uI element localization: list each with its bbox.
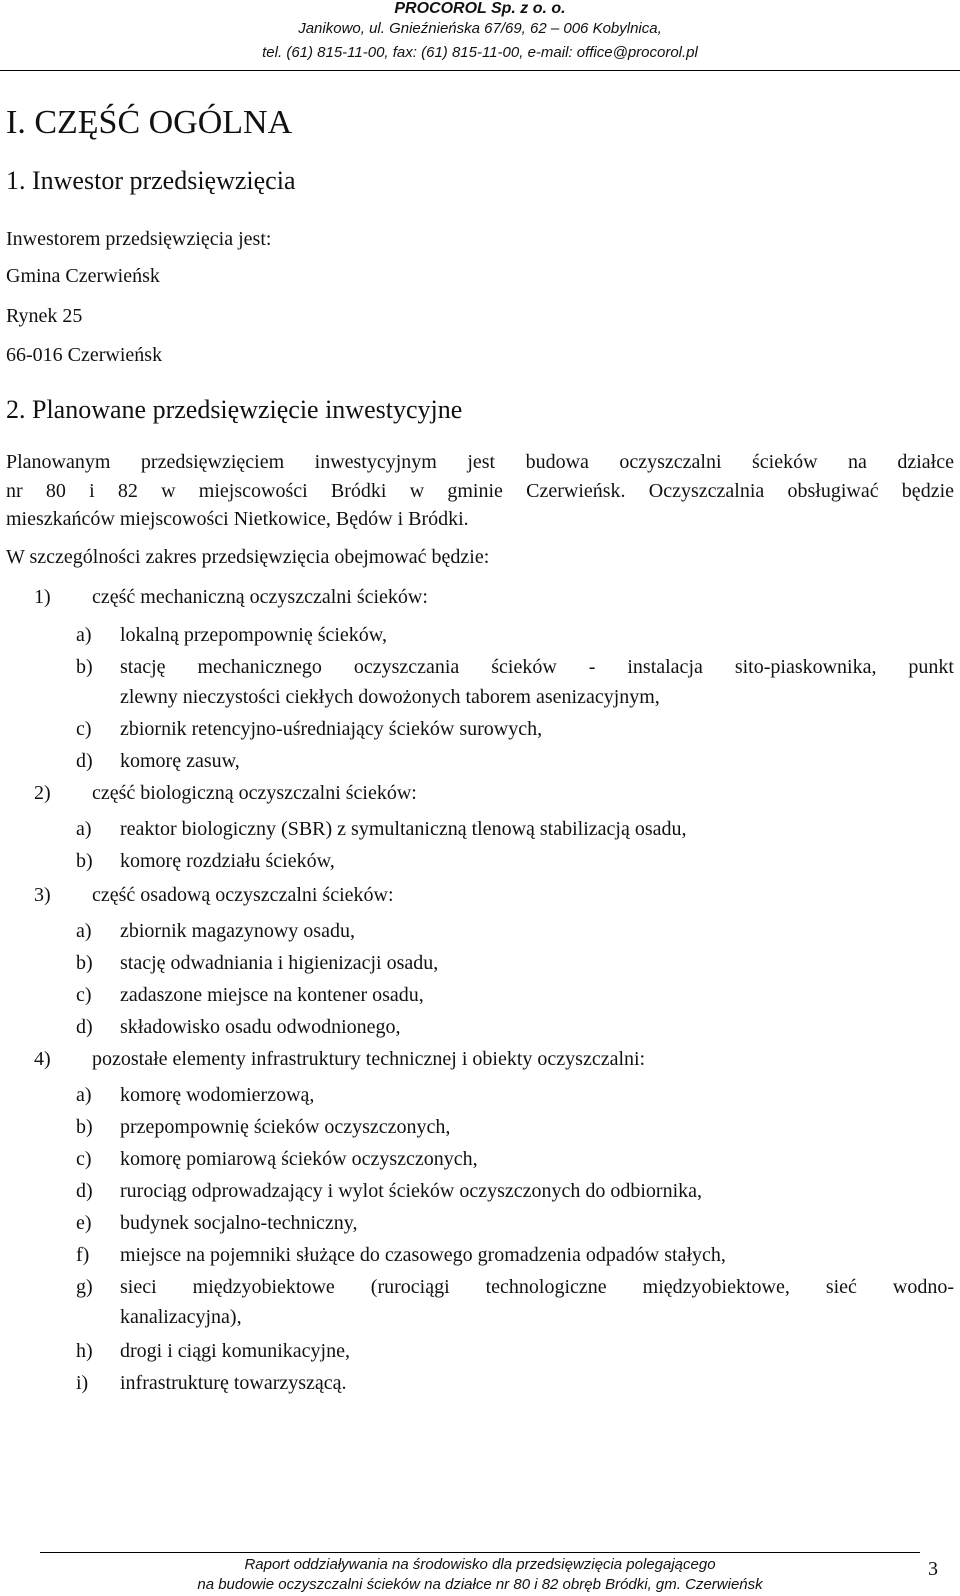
item-text: budynek socjalno-techniczny, [120,1212,358,1234]
group-title: część biologiczną oczyszczalni ścieków: [92,782,417,804]
item-letter: d) [76,1016,93,1038]
footer-line-2: na budowie oczyszczalni ścieków na działce nr 80 i 82 obręb Bródki, gm. Czerwieńsk [197,1576,763,1593]
group-number: 4) [34,1048,51,1070]
item-text: zbiornik retencyjno-uśredniający ścieków surowych, [120,718,543,740]
item-letter: a) [76,1084,92,1106]
section-title: I. CZĘŚĆ OGÓLNA [6,104,293,141]
item-letter: b) [76,1116,93,1138]
item-text: stację mechanicznego oczyszczania ścieków - instalacja sito-piaskownika, punkt [120,656,954,678]
item-text: reaktor biologiczny (SBR) z symultaniczną tlenową stabilizacją osadu, [120,818,687,840]
investor-intro: Inwestorem przedsięwzięcia jest: [6,228,272,250]
item-text: komorę wodomierzową, [120,1084,315,1106]
item-text: infrastrukturę towarzyszącą. [120,1372,347,1394]
item-text: stację odwadniania i higienizacji osadu, [120,952,439,974]
footer-line-1: Raport oddziaływania na środowisko dla przedsięwzięcia polegającego [244,1556,716,1573]
item-letter: b) [76,850,93,872]
item-text: składowisko osadu odwodnionego, [120,1016,401,1038]
paragraph-line: Planowanym przedsięwzięciem inwestycyjnym jest budowa oczyszczalni ścieków na działce [6,451,954,473]
subsection-2-title: 2. Planowane przedsięwzięcie inwestycyjne [6,395,463,424]
item-text: rurociąg odprowadzający i wylot ścieków oczyszczonych do odbiornika, [120,1180,703,1202]
paragraph-line: mieszkańców miejscowości Nietkowice, Będów i Bródki. [6,508,469,530]
item-letter: c) [76,718,92,740]
group-title: część mechaniczną oczyszczalni ścieków: [92,586,428,608]
item-text: drogi i ciągi komunikacyjne, [120,1340,350,1362]
item-letter: a) [76,920,92,942]
item-letter: a) [76,818,92,840]
page-number: 3 [928,1558,938,1580]
group-number: 2) [34,782,51,804]
group-number: 3) [34,884,51,906]
item-letter: h) [76,1340,93,1362]
item-letter: d) [76,1180,93,1202]
scope-intro: W szczególności zakres przedsięwzięcia obejmować będzie: [6,546,490,568]
investor-city: 66-016 Czerwieńsk [6,344,163,366]
footer-divider [40,1552,920,1553]
group-title: pozostałe elementy infrastruktury technicznej i obiekty oczyszczalni: [92,1048,646,1070]
subsection-1-title: 1. Inwestor przedsięwzięcia [6,166,296,195]
item-text: sieci międzyobiektowe (rurociągi technologiczne międzyobiektowe, sieć wodno- [120,1276,954,1298]
item-letter: g) [76,1276,93,1298]
header-divider [0,70,960,71]
item-letter: b) [76,952,93,974]
company-name: PROCOROL Sp. z o. o. [394,0,566,17]
item-letter: e) [76,1212,92,1234]
item-letter: c) [76,984,92,1006]
item-text: komorę pomiarową ścieków oczyszczonych, [120,1148,478,1170]
item-text: zadaszone miejsce na kontener osadu, [120,984,424,1006]
item-letter: f) [76,1244,90,1266]
investor-name: Gmina Czerwieńsk [6,265,160,287]
item-text-continued: kanalizacyjna), [120,1306,242,1328]
item-text: przepompownię ścieków oczyszczonych, [120,1116,451,1138]
item-text: komorę zasuw, [120,750,240,772]
group-number: 1) [34,586,51,608]
group-title: część osadową oczyszczalni ścieków: [92,884,394,906]
item-text: lokalną przepompownię ścieków, [120,624,387,646]
paragraph-line: nr 80 i 82 w miejscowości Bródki w gminie Czerwieńsk. Oczyszczalnia obsługiwać będzie [6,480,954,502]
item-letter: i) [76,1372,89,1394]
item-text: zbiornik magazynowy osadu, [120,920,355,942]
investor-street: Rynek 25 [6,305,83,327]
item-letter: d) [76,750,93,772]
item-letter: c) [76,1148,92,1170]
item-text-continued: zlewny nieczystości ciekłych dowożonych taborem asenizacyjnym, [120,686,660,708]
item-letter: b) [76,656,93,678]
company-address: Janikowo, ul. Gnieźnieńska 67/69, 62 – 006 Kobylnica, [298,20,662,37]
item-text: miejsce na pojemniki służące do czasowego gromadzenia odpadów stałych, [120,1244,726,1266]
company-contact: tel. (61) 815-11-00, fax: (61) 815-11-00, e-mail: office@procorol.pl [262,44,698,61]
item-text: komorę rozdziału ścieków, [120,850,335,872]
item-letter: a) [76,624,92,646]
